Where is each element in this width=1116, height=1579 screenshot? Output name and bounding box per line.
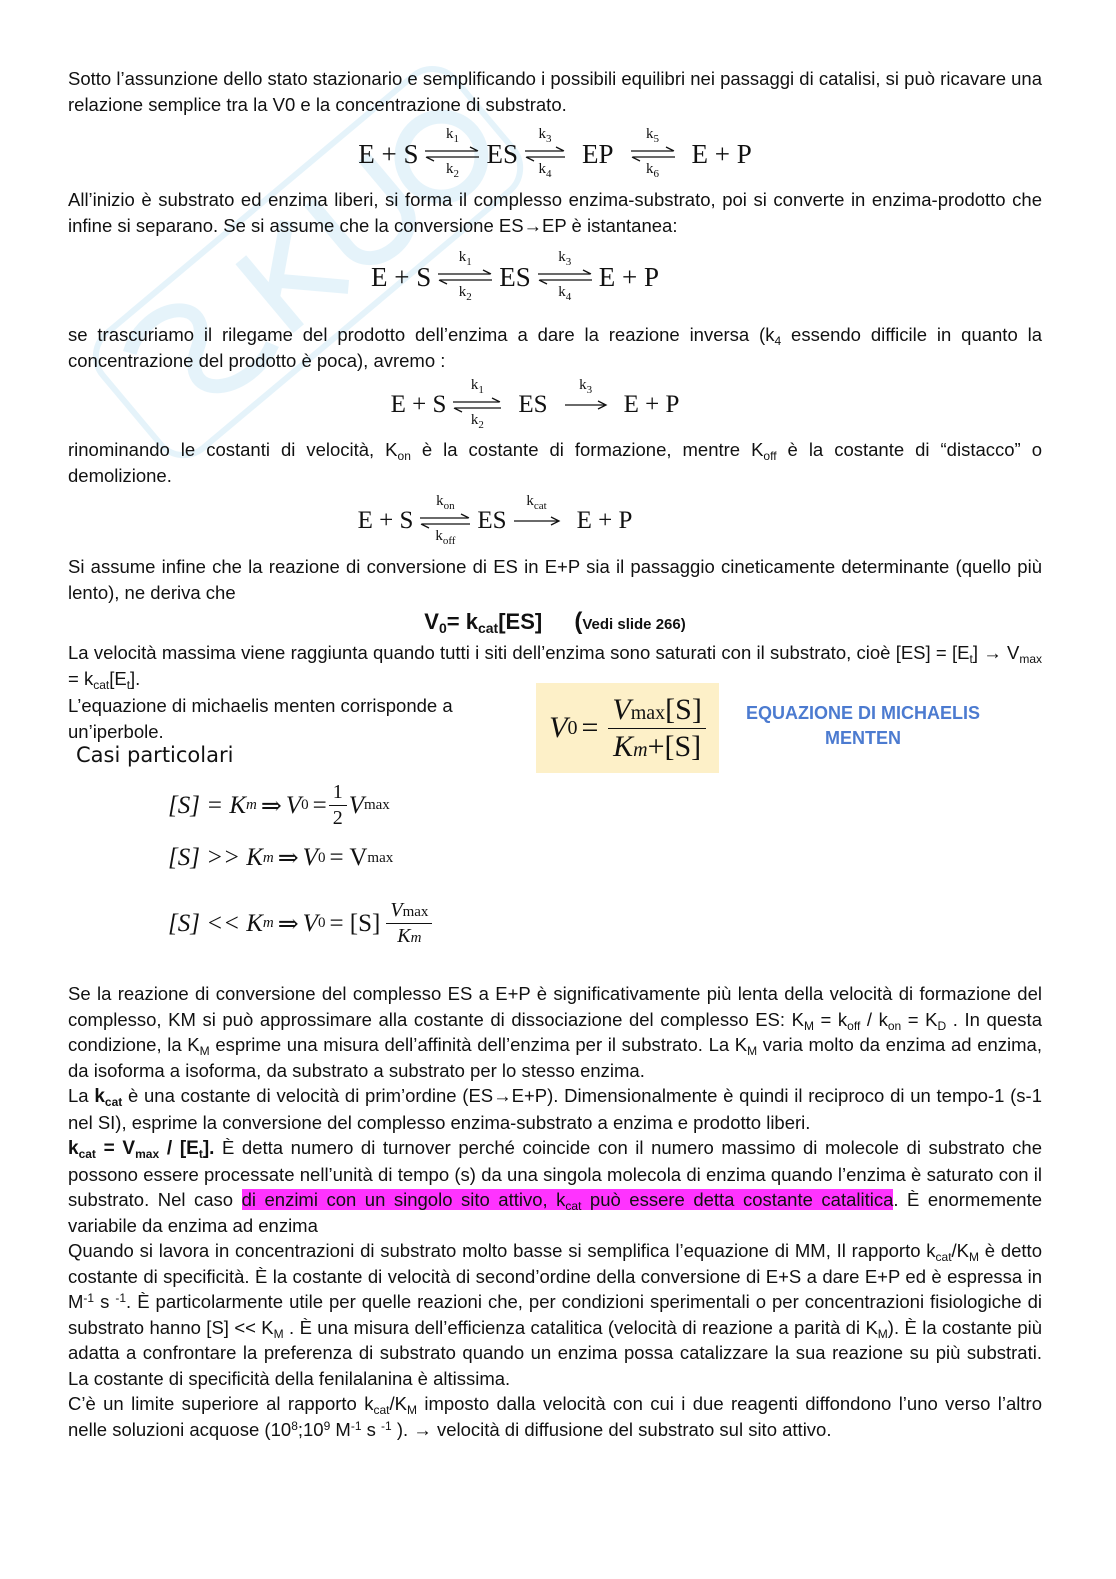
paragraph-km: Se la reazione di conversione del complesso ES a E+P è significativamente più lenta della velocità di formazione del complesso, KM si può approssimare alla costante di dissociazione del complesso ES: $K_M = k_{off} / k_{on} = K_D$ . In questa condizione, la $K_M$ esprime una misura dell’affinità dell’enzima per il substrato. La $K_M$ varia molto da enzima ad enzima, da isoforma a isoforma, da substrato a substrato per lo stesso enzima.	[68, 983, 1042, 1081]
paragraph-turnover: $k_{cat} = V_{max} / [E_t]$. È detta numero di turnover perché coincide con il numero massimo di molecole di substrato che possono essere processate nell’unità di tempo (s) da una singola molecola di enzima quando l’enzima è saturato con il substrato. Nel caso di enzimi con un singolo sito attivo, $k_{cat}$ può essere detta costante catalitica. È enormemente variabile da enzima ad enzima	[68, 1137, 1043, 1236]
paragraph-intro: Sotto l’assunzione dello stato stazionario e semplificando i possibili equilibri nei passaggi di catalisi, si può ricavare una relazione semplice tra la V0 e la concentrazione di substrato.	[68, 68, 1042, 115]
paragraph-rate-determining: Si assume infine che la reazione di conversione di ES in E+P sia il passaggio cineticamente determinante (quello più lento), ne deriva che	[68, 556, 1042, 603]
paragraph-rebinding: se trascuriamo il rilegame del prodotto dell’enzima a dare la reazione inversa ($k_4$ essendo difficile in quanto la concentrazione del prodotto è poca), avremo :	[68, 324, 1042, 371]
equation-simplified-scheme: E + S $k_1$ $k_2$ ES $k_3$ $k_4$ E + P	[370, 249, 659, 303]
body-text	[68, 981, 1042, 1442]
equation-irreversible-scheme: E + S $k_1$ $k_2$ ES $k_3$ E + P	[390, 377, 680, 431]
paragraph-kcat: La $k_{cat}$ è una costante di velocità di prim’ordine (ES→E+P). Dimensionalmente è quindi il reciproco di un tempo-1 (s-1 nel SI), esprime la conversione del complesso enzima-substrato a enzima e prodotto liberi.	[68, 1085, 1042, 1133]
paragraph-renaming: rinominando le costanti di velocità, $K_{on}$ è la costante di formazione, mentre $K_{off}$ è la costante di “distacco” o demolizione.	[68, 439, 1042, 486]
equation-kon-koff-scheme: E + S $k_{on}$ $k_{off}$ ES $k_{cat}$ E + P	[357, 493, 633, 547]
michaelis-menten-section	[68, 693, 1042, 923]
special-case-3-wrap	[68, 895, 1042, 967]
special-case-2: [S] >> K m ⇒ V 0 = V max	[168, 844, 394, 872]
paragraph-es-ep: All’inizio è substrato ed enzima liberi, si forma il complesso enzima-substrato, poi si converte in enzima-prodotto che infine si separano. Se si assume che la conversione ES→EP è istantanea:	[68, 189, 1042, 236]
highlighted-text: di enzimi con un singolo sito attivo, $k_{cat}$ può essere detta costante catalitica	[241, 1189, 894, 1213]
paragraph-diffusion-limit: C’è un limite superiore al rapporto $k_{cat}/K_M$ imposto dalla velocità con cui i due reagenti diffondono l’uno verso l’altro nelle soluzioni acquose ($10^8;10^9$ $M^{-1}$ s $^{-1}$ ). → velocità di diffusione del substrato sul sito attivo.	[68, 1393, 1042, 1440]
paragraph-specificity: Quando si lavora in concentrazioni di substrato molto basse si semplifica l’equazione di MM, Il rapporto $k_{cat}/K_M$ è detto costante di specificità. È la costante di velocità di second’ordine della conversione di E+S a dare E+P ed è espressa in $M^{-1}$ s $^{-1}$. È particolarmente utile per quelle reazioni che, per condizioni sperimentali o per concentrazioni fisiologiche di substrato hanno $[S] << K_M$ . È una misura dell’efficienza catalitica (velocità di reazione a parità di $K_M$). È la costante più adatta a confrontare la preferenza di substrato quando un enzima possa catalizzare la sua reazione su più substrati. La costante di specificità della fenilalanina è altissima.	[68, 1240, 1043, 1389]
michaelis-menten-equation: V 0 = $\frac{Vmax[S]}{Km+[S]}$	[536, 683, 719, 773]
equation-full-scheme: E + S $k_1$ $k_2$ ES $k_3$ $k_4$ EP $k_5$ $k_6$ E + P	[358, 126, 752, 180]
page-content	[68, 66, 1042, 1442]
paragraph-hyperbola: L’equazione di michaelis menten corrisponde a un’iperbole.	[68, 695, 453, 742]
special-cases-title: Casi particolari	[76, 743, 234, 767]
michaelis-menten-label: EQUAZIONE DI MICHAELIS MENTEN	[745, 703, 980, 748]
paragraph-vmax: La velocità massima viene raggiunta quando tutti i siti dell’enzima sono saturati con il substrato, cioè $[ES] = [E_t] \to V_{max} = k_{cat}[E_t]$.	[68, 642, 1043, 692]
equation-v0-kcat: V0= kcat[ES] (Vedi slide 266)	[424, 608, 686, 636]
special-case-3: [S] << K m ⇒ V 0 = [S] $\frac{Vmax}{Km}$	[168, 899, 432, 948]
special-case-1: [S] = K m ⇒ V 0 = $\frac{1}{2}$ V max	[168, 781, 390, 829]
